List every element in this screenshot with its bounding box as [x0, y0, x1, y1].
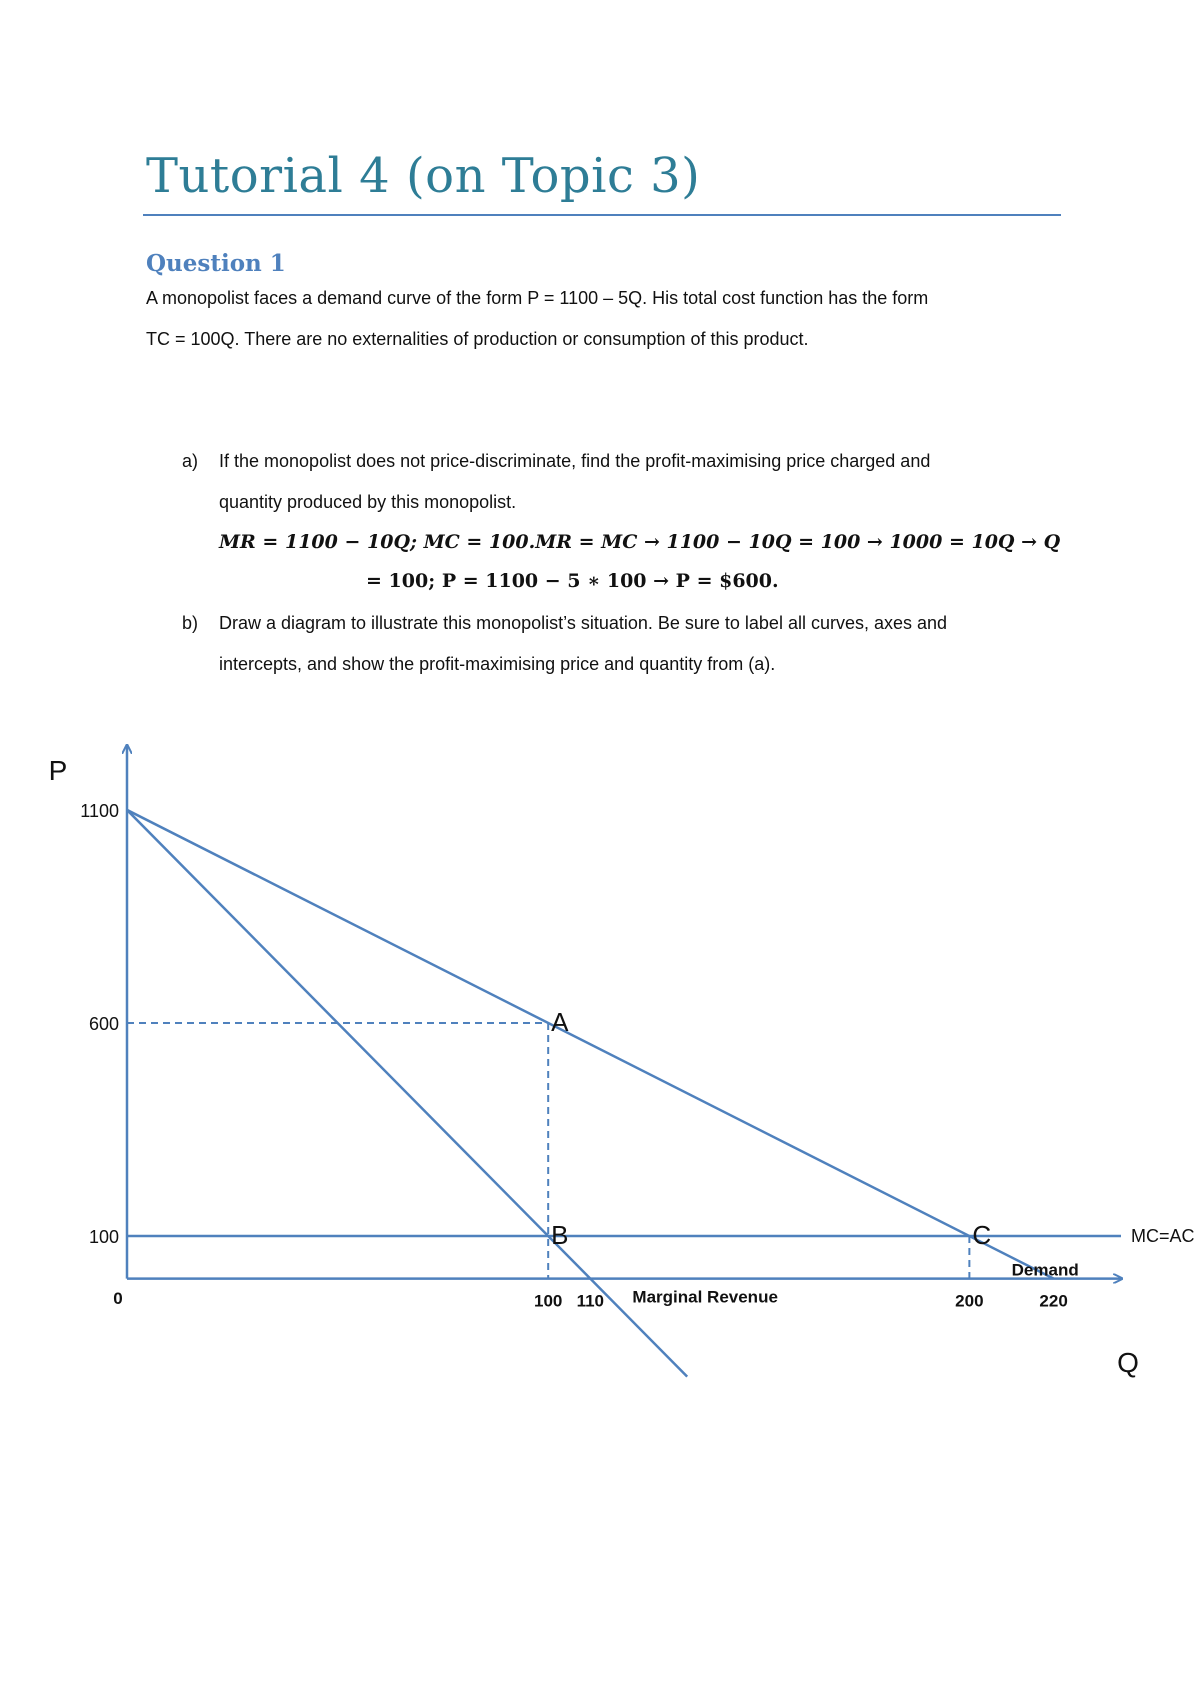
- question-intro-line-2: TC = 100Q. There are no externalities of production or consumption of this product.: [146, 329, 809, 349]
- part-a-line-2: quantity produced by this monopolist.: [219, 492, 517, 512]
- demand-curve: [127, 810, 1054, 1279]
- point-label-b: B: [551, 1220, 569, 1251]
- part-b-marker: b): [182, 613, 199, 633]
- part-a-line-1: If the monopolist does not price-discriminate, find the profit-maximising price charged and: [219, 451, 931, 471]
- question-heading: Question 1: [146, 250, 286, 277]
- point-label-c: C: [972, 1220, 992, 1251]
- y-tick-label-1100: 1100: [80, 800, 119, 821]
- point-label-a: A: [551, 1006, 569, 1037]
- demand-label: Demand: [1011, 1260, 1079, 1280]
- mc-ac-label: MC=AC: [1131, 1226, 1195, 1247]
- y-tick-label-100: 100: [88, 1227, 119, 1248]
- origin-label: 0: [113, 1289, 123, 1308]
- question-intro-line-1: A monopolist faces a demand curve of the form P = 1100 – 5Q. His total cost function has the form: [146, 288, 929, 308]
- x-tick-label-110: 110: [576, 1291, 605, 1311]
- marginal-revenue-label: Marginal Revenue: [632, 1287, 778, 1307]
- y-tick-label-600: 600: [88, 1013, 119, 1034]
- part-b-line-1: Draw a diagram to illustrate this monopolist’s situation. Be sure to label all curves, axes and: [219, 613, 948, 633]
- part-a-answer-line-2: = 100; P = 1100 − 5 ∗ 100 → P = $600.: [366, 570, 779, 592]
- x-tick-label-200: 200: [955, 1291, 984, 1311]
- x-tick-label-220: 220: [1039, 1291, 1068, 1311]
- page-title: Tutorial 4 (on Topic 3): [146, 148, 701, 204]
- part-b-line-2: intercepts, and show the profit-maximising price and quantity from (a).: [219, 654, 776, 674]
- x-axis-title: Q: [1117, 1347, 1139, 1378]
- x-tick-label-100: 100: [533, 1291, 563, 1311]
- part-a-answer-line-1: MR = 1100 − 10Q; MC = 100.MR = MC → 1100 − 10Q = 100 → 1000 = 10Q → Q: [219, 531, 1061, 553]
- part-a-marker: a): [182, 451, 199, 471]
- y-axis-title: P: [48, 755, 68, 786]
